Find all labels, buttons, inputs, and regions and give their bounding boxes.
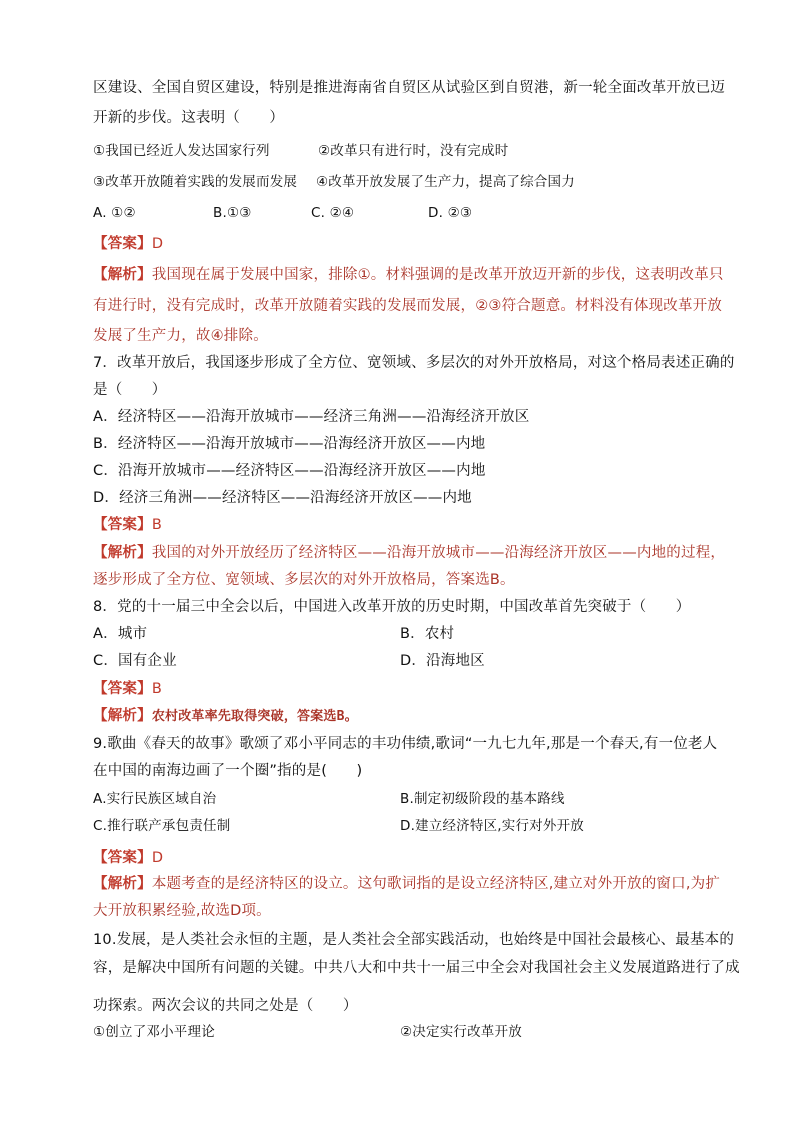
q9-choice-b: B.制定初级阶段的基本路线 [400, 791, 565, 807]
q9-choice-c: C.推行联产承包责任制 [93, 818, 231, 834]
q9-choice-d: D.建立经济特区,实行对外开放 [400, 818, 584, 834]
q7-analysis-line2: 逐步形成了全方位、宽领域、多层次的对外开放格局，答案选B。 [93, 572, 515, 588]
q10-option-2: ②决定实行改革开放 [400, 1024, 522, 1040]
q9-analysis-line2: 大开放积累经验,故选D项。 [93, 903, 271, 919]
answer-value: B [151, 517, 162, 533]
q6-analysis-line2: 有进行时，没有完成时，改革开放随着实践的发展而发展，②③符合题意。材料没有体现改革开放 [93, 298, 723, 314]
q6-option-3: ③改革开放随着实践的发展而发展 [93, 174, 298, 190]
q6-analysis-line3: 发展了生产力，故④排除。 [93, 328, 268, 344]
q6-option-1: ①我国已经近人发达国家行列 [93, 143, 270, 159]
q7-stem-line2: 是（ ） [93, 382, 167, 398]
q8-answer [93, 679, 162, 699]
q10-option-1: ①创立了邓小平理论 [93, 1024, 215, 1040]
q6-stem-line1: 区建设、全国自贸区建设，特别是推进海南省自贸区从试验区到自贸港，新一轮全面改革开放已迈 [93, 80, 726, 96]
q7-choice-d: D．经济三角洲——经济特区——沿海经济开放区——内地 [93, 490, 472, 506]
q9-stem-line2: 在中国的南海边画了一个圈”指的是( ) [93, 763, 363, 779]
q6-analysis-line1 [93, 265, 724, 285]
q9-stem-line1: 9.歌曲《春天的故事》歌颂了邓小平同志的丰功伟绩,歌词“一九七九年,那是一个春天,有一位老人 [93, 736, 718, 752]
q10-stem-line2: 容，是解决中国所有问题的关键。中共八大和中共十一届三中全会对我国社会主义发展道路进行了成 [93, 960, 740, 976]
q7-choice-c: C．沿海开放城市——经济特区——沿海经济开放区——内地 [93, 463, 486, 479]
analysis-tag: 【解析】 [93, 545, 152, 561]
q6-option-2: ②改革只有进行时，没有完成时 [318, 143, 509, 159]
analysis-text: 农村改革率先取得突破，答案选B。 [151, 709, 358, 724]
analysis-text: 我国的对外开放经历了经济特区——沿海开放城市——沿海经济开放区——内地的过程， [151, 545, 726, 561]
answer-tag: 【答案】 [93, 681, 152, 697]
q8-choice-a: A．城市 [93, 626, 148, 642]
answer-value: B [151, 681, 162, 697]
q6-stem-line2: 开新的步伐。这表明（ ） [93, 110, 285, 126]
q7-answer [93, 515, 162, 535]
answer-tag: 【答案】 [93, 850, 152, 866]
q8-choice-b: B．农村 [400, 626, 455, 642]
analysis-tag: 【解析】 [93, 267, 152, 283]
answer-value: D [151, 850, 164, 866]
q6-choice-b: B.①③ [213, 205, 252, 221]
q8-choice-d: D．沿海地区 [400, 653, 485, 669]
analysis-tag: 【解析】 [93, 708, 152, 724]
analysis-text: 我国现在属于发展中国家，排除①。材料强调的是改革开放迈开新的步伐，这表明改革只 [151, 267, 724, 283]
analysis-text: 本题考查的是经济特区的设立。这句歌词指的是设立经济特区,建立对外开放的窗口,为扩 [151, 876, 721, 892]
answer-tag: 【答案】 [93, 236, 152, 252]
analysis-tag: 【解析】 [93, 876, 152, 892]
q9-analysis-line1 [93, 874, 720, 894]
q6-option-4: ④改革开放发展了生产力，提高了综合国力 [316, 174, 575, 190]
q7-choice-b: B．经济特区——沿海开放城市——沿海经济开放区——内地 [93, 436, 486, 452]
q8-stem: 8．党的十一届三中全会以后，中国进入改革开放的历史时期，中国改革首先突破于（ ） [93, 599, 691, 615]
answer-tag: 【答案】 [93, 517, 152, 533]
q10-stem-line3: 功探索。两次会议的共同之处是（ ） [93, 998, 358, 1014]
q8-choice-c: C．国有企业 [93, 653, 177, 669]
q9-choice-a: A.实行民族区域自治 [93, 791, 217, 807]
q6-choice-c: C. ②④ [311, 205, 355, 221]
q6-choice-d: D. ②③ [428, 205, 473, 221]
q7-choice-a: A．经济特区——沿海开放城市——经济三角洲——沿海经济开放区 [93, 409, 530, 425]
q6-answer [93, 234, 163, 254]
answer-value: D [151, 236, 164, 252]
q7-stem-line1: 7．改革开放后，我国逐步形成了全方位、宽领域、多层次的对外开放格局，对这个格局表述正确的 [93, 355, 735, 371]
q9-answer [93, 848, 163, 868]
q8-analysis [93, 706, 358, 727]
q10-stem-line1: 10.发展，是人类社会永恒的主题，是人类社会全部实践活动，也始终是中国社会最核心、最基本的 [93, 932, 735, 948]
q6-choice-a: A. ①② [93, 205, 136, 221]
q7-analysis-line1 [93, 543, 725, 563]
